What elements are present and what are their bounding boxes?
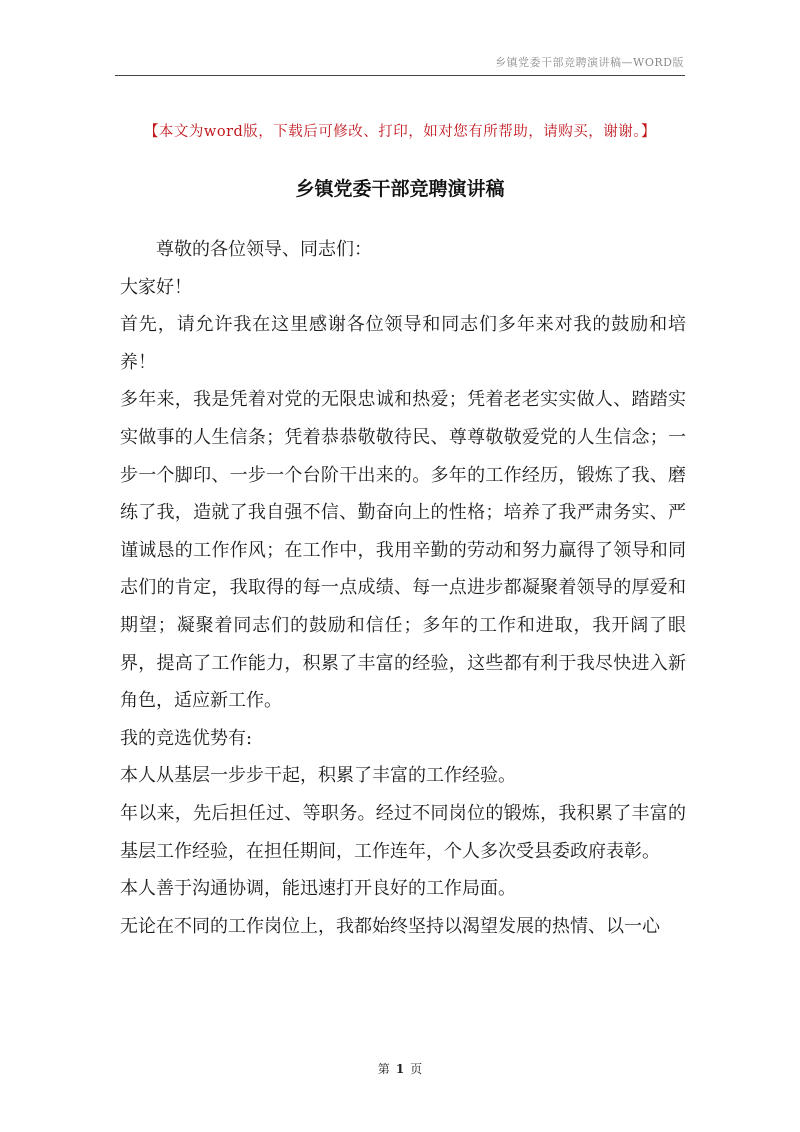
- page-label-suffix: 页: [410, 1062, 423, 1076]
- document-title: 乡镇党委干部竞聘演讲稿: [295, 178, 505, 200]
- document-body: [120, 231, 686, 945]
- body-paragraph: 本人善于沟通协调，能迅速打开良好的工作局面。: [120, 878, 516, 900]
- body-paragraph: 我的竞选优势有:: [120, 727, 253, 749]
- greeting-paragraph: 大家好！: [120, 276, 192, 298]
- page-label-prefix: 第: [377, 1062, 390, 1076]
- running-header: 乡镇党委干部竞聘演讲稿—WORD版: [495, 56, 684, 69]
- body-paragraph: 本人从基层一步步干起，积累了丰富的工作经验。: [120, 765, 516, 787]
- body-paragraph: 首先，请允许我在这里感谢各位领导和同志们多年来对我的鼓励和培养！: [120, 314, 686, 373]
- salutation-paragraph: 尊敬的各位领导、同志们：: [156, 239, 372, 260]
- page-number: 1: [395, 1062, 405, 1076]
- body-paragraph: 年以来，先后担任过、等职务。经过不同岗位的锻炼，我积累了丰富的基层工作经验，在担任期间，工作连年，个人多次受县委政府表彰。: [120, 802, 686, 862]
- body-paragraph: 多年来，我是凭着对党的无限忠诚和热爱；凭着老老实实做人、踏踏实实做事的人生信条；凭着恭恭敬敬待民、尊尊敬敬爱党的人生信念；一步一个脚印、一步一个台阶干出来的。多年的工作经历，锻炼了我、磨练了我，造就了我自强不信、勤奋向上的性格；培养了我严肃务实、严谨诚恳的工作作风；在工作中，我用辛勤的劳动和努力赢得了领导和同志们的肯定，我取得的每一点成绩、每一点进步都凝聚着领导的厚爱和期望；凝聚着同志们的鼓励和信任；多年的工作和进取，我开阔了眼界，提高了工作能力，积累了丰富的经验，这些都有利于我尽快进入新角色，适应新工作。: [120, 389, 686, 712]
- page-footer: [0, 1060, 800, 1077]
- header-divider: [115, 75, 685, 76]
- download-notice: 【本文为word版，下载后可修改、打印，如对您有所帮助，请购买，谢谢。】: [143, 124, 657, 140]
- body-paragraph: 无论在不同的工作岗位上，我都始终坚持以渴望发展的热情、以一心: [120, 915, 660, 937]
